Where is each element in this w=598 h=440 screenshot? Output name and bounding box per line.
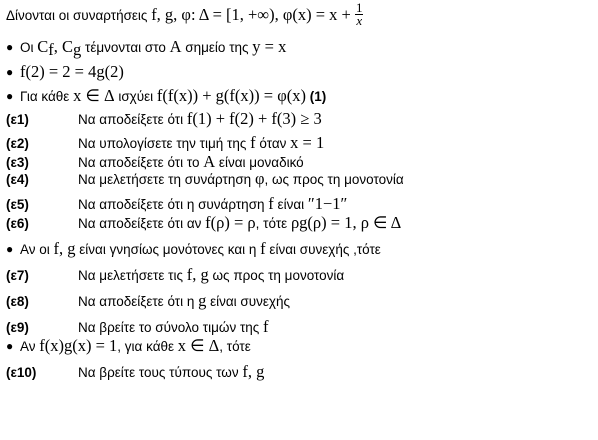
bullet-text: , για κάθε (117, 339, 178, 354)
math-expression: g (198, 291, 207, 310)
question-text: Να αποδείξετε ότι το (78, 155, 204, 170)
question-text: Να υπολογίσετε την τιμή της (78, 136, 251, 151)
question-tag: (ε7) (6, 268, 29, 283)
bullet-dot-icon: ● (6, 339, 14, 353)
math-expression: x ∈ Δ (177, 336, 220, 355)
bullet-dot-icon: ● (6, 65, 14, 79)
math-line-y-x: y = x (252, 37, 287, 56)
bullet-text: είναι συνεχής ,τότε (265, 242, 381, 257)
math-cf: C (37, 37, 49, 56)
intro-text: Δίνονται οι συναρτήσεις (6, 8, 152, 24)
math-expression: f, g (242, 362, 265, 381)
fraction-numerator: 1 (355, 0, 363, 15)
subscript-f: f (48, 40, 54, 59)
bullet-text: , τότε (219, 339, 251, 354)
intro-domain-expr: f, g, φ: Δ = [1, +∞), φ(x) = x + (151, 5, 355, 25)
math-expression: f (260, 239, 266, 258)
intro-fraction (355, 2, 364, 27)
question-tag: (ε3) (6, 155, 29, 170)
math-expression: f (263, 317, 269, 336)
condition-bullet-4 (6, 240, 381, 259)
condition-bullet-1 (6, 38, 286, 59)
math-x-in-domain: x ∈ Δ (73, 86, 115, 105)
question-e7 (6, 266, 344, 285)
question-tag: (ε1) (6, 112, 29, 127)
math-expression: f, g (53, 239, 76, 258)
question-tag: (ε10) (6, 365, 37, 380)
question-tag: (ε8) (6, 294, 29, 309)
math-expression: φ (254, 169, 265, 188)
math-expression: f(x)g(x) = 1 (39, 336, 118, 355)
math-point-a: A (169, 37, 182, 56)
math-expression: f (268, 194, 274, 213)
bullet-text: τέμνονται στο (81, 40, 170, 55)
math-expression: x = 1 (290, 133, 325, 152)
question-e9 (6, 318, 269, 337)
math-expression: f (250, 133, 256, 152)
bullet-text: είναι γνησίως μονότονες και η (75, 242, 261, 257)
math-expression: f(ρ) = ρ (205, 213, 256, 232)
question-e6 (6, 214, 401, 233)
question-e1 (6, 110, 322, 129)
bullet-text: Οι (20, 40, 38, 55)
question-tag: (ε5) (6, 197, 29, 212)
question-e5 (6, 195, 347, 214)
math-f2: f(2) = 2 = 4g(2) (20, 62, 124, 81)
math-expression: f, g (186, 265, 209, 284)
condition-bullet-5 (6, 337, 251, 356)
bullet-text: Για κάθε (20, 89, 74, 104)
question-text: όταν (255, 136, 291, 151)
question-text: ως προς τη μονοτονία (208, 268, 345, 283)
question-text: , τότε (255, 216, 291, 231)
question-text: , ως προς τη μονοτονία (264, 172, 404, 187)
condition-bullet-2 (6, 63, 124, 82)
bullet-dot-icon: ● (6, 40, 14, 54)
question-text: Να αποδείξετε ότι η συνάρτηση (78, 197, 269, 212)
question-text: Να μελετήσετε τις (78, 268, 187, 283)
question-tag: (ε4) (6, 172, 29, 187)
fraction-denominator: x (356, 13, 363, 28)
question-tag: (ε9) (6, 320, 29, 335)
bullet-text: Αν οι (20, 242, 54, 257)
math-functional-equation: f(f(x)) + g(f(x)) = φ(x) (156, 86, 306, 105)
question-text: Να αποδείξετε ότι η (78, 294, 199, 309)
question-tag: (ε2) (6, 136, 29, 151)
question-text: Να αποδείξετε ότι (78, 112, 187, 127)
question-text: είναι συνεχής (206, 294, 291, 309)
math-expression: ″1−1″ (307, 194, 348, 213)
question-text: Να αποδείξετε ότι αν (78, 216, 206, 231)
intro-line (6, 0, 363, 29)
question-tag: (ε6) (6, 216, 29, 231)
question-e10 (6, 363, 264, 382)
math-cg: , C (53, 37, 74, 56)
question-text: Να μελετήσετε τη συνάρτηση (78, 172, 255, 187)
math-expression: ρg(ρ) = 1, ρ ∈ Δ (290, 213, 402, 232)
bullet-text: Αν (20, 339, 40, 354)
bullet-text: ισχύει (114, 89, 157, 104)
subscript-g: g (73, 40, 82, 59)
equation-tag: (1) (305, 89, 327, 104)
question-e2 (6, 134, 324, 153)
question-text: είναι μοναδικό (215, 155, 304, 170)
condition-bullet-3 (6, 87, 326, 106)
question-text: Να βρείτε τους τύπους των (78, 365, 243, 380)
bullet-text: σημείο της (181, 40, 253, 55)
question-text: είναι (273, 197, 308, 212)
math-expression: A (203, 152, 216, 171)
question-e4 (6, 170, 404, 189)
bullet-dot-icon: ● (6, 242, 14, 256)
question-text: Να βρείτε το σύνολο τιμών της (78, 320, 264, 335)
bullet-dot-icon: ● (6, 89, 14, 103)
math-expression: f(1) + f(2) + f(3) ≥ 3 (186, 109, 322, 128)
question-e8 (6, 292, 290, 311)
